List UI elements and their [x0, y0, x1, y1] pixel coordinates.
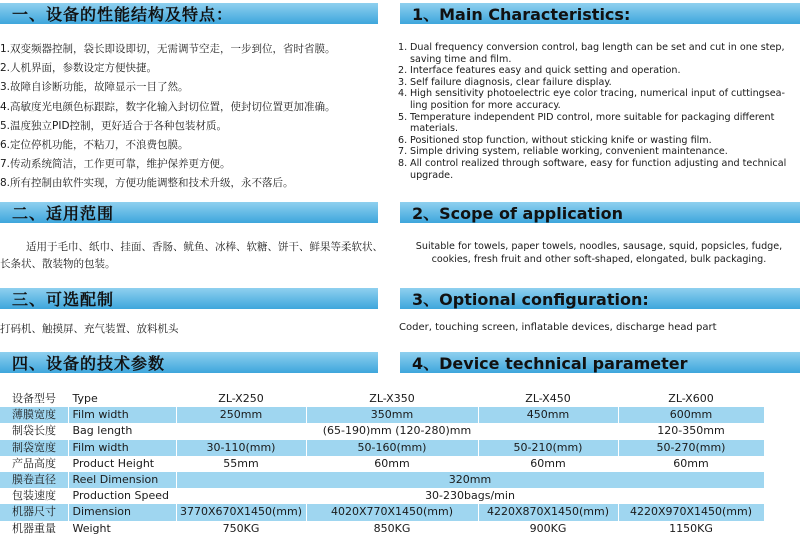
features-cn-list: [0, 40, 390, 194]
list-item: 4. High sensitivity photoelectric eye color tracing, numerical input of cuttingsea-ling position for more accuracy.: [398, 88, 785, 111]
list-item: 7. Simple driving system, reliable working, convenient maintenance.: [398, 146, 728, 158]
features-en-list: [398, 42, 800, 181]
list-item: 2.人机界面，参数设定方便快捷。: [0, 62, 158, 75]
section-1-title-en: 1、Main Characteristics:: [400, 3, 800, 24]
section-2-title-en: 2、Scope of application: [400, 202, 800, 223]
section-1-title-cn: 一、设备的性能结构及特点：: [0, 3, 378, 24]
scope-text-en: Suitable for towels, paper towels, noodles, sausage, squid, popsicles, fudge, cookies, fresh fruit and other soft-shaped, elongated, bulk packaging.: [415, 241, 783, 265]
list-item: 8.所有控制由软件实现，方便功能调整和技术升级，永不落后。: [0, 177, 294, 190]
options-text-cn: 打码机、触摸屏、充气装置、放料机头: [0, 323, 179, 335]
list-item: 4.高敏度光电颜色标跟踪，数字化输入封切位置，使封切位置更加准确。: [0, 100, 336, 113]
scope-text-cn: 适用于毛巾、纸巾、挂面、香肠、鱿鱼、冰棒、软糖、饼干、鲜果等柔软状、长条状、散装物的包装。: [0, 241, 383, 270]
list-item: 8. All control realized through software, easy for function adjusting and technical upgrade.: [398, 157, 787, 181]
list-item: 3.故障自诊断功能，故障显示一目了然。: [0, 81, 189, 94]
list-item: 7.传动系统简洁，工作更可靠，维护保养更方便。: [0, 158, 231, 171]
table-row: 膜卷直径 Reel Dimension 320mm: [0, 472, 764, 488]
section-3-title-en: 3、Optional configuration:: [400, 288, 800, 309]
section-4-title-cn: 四、设备的技术参数: [0, 352, 378, 373]
table-row: 产品高度 Product Height 55mm 60mm 60mm 60mm: [0, 456, 764, 472]
section-4-title-en: 4、Device technical parameter: [400, 352, 800, 373]
list-item: 6. Positioned stop function, without sticking knife or wasting film.: [398, 134, 712, 146]
section-3-title-cn: 三、可选配制: [0, 288, 378, 309]
list-item: 5. Temperature independent PID control, more suitable for packaging different materials.: [398, 111, 775, 135]
table-row: 制袋长度 Bag length (65-190)mm (120-280)mm 120-350mm: [0, 423, 764, 439]
list-item: 6.定位停机功能，不粘刀，不浪费包膜。: [0, 139, 189, 152]
options-text-en: Coder, touching screen, inflatable devices, discharge head part: [399, 322, 717, 333]
table-row: 薄膜宽度 Film width 250mm 350mm 450mm 600mm: [0, 407, 764, 423]
table-row: 机器尺寸 Dimension 3770X670X1450(mm) 4020X770X1450(mm) 4220X870X1450(mm) 4220X970X1450(mm): [0, 504, 764, 520]
list-item: 2. Interface features easy and quick setting and operation.: [398, 65, 681, 77]
spec-table: [0, 391, 765, 537]
list-item: 5.温度独立PID控制，更好适合于各种包装材质。: [0, 119, 228, 132]
table-row: 设备型号 Type ZL-X250 ZL-X350 ZL-X450 ZL-X600: [0, 391, 764, 407]
table-row: 包装速度 Production Speed 30-230bags/min: [0, 488, 764, 504]
list-item: 1.双变频器控制，袋长即设即切，无需调节空走，一步到位，省时省膜。: [0, 43, 336, 55]
table-row: 机器重量 Weight 750KG 850KG 900KG 1150KG: [0, 521, 764, 537]
table-row: 制袋宽度 Film width 30-110(mm) 50-160(mm) 50-210(mm) 50-270(mm): [0, 440, 764, 456]
list-item: 1. Dual frequency conversion control, bag length can be set and cut in one step, saving time and film.: [398, 42, 785, 65]
list-item: 3. Self failure diagnosis, clear failure display.: [398, 76, 612, 88]
section-2-title-cn: 二、适用范围: [0, 202, 378, 223]
